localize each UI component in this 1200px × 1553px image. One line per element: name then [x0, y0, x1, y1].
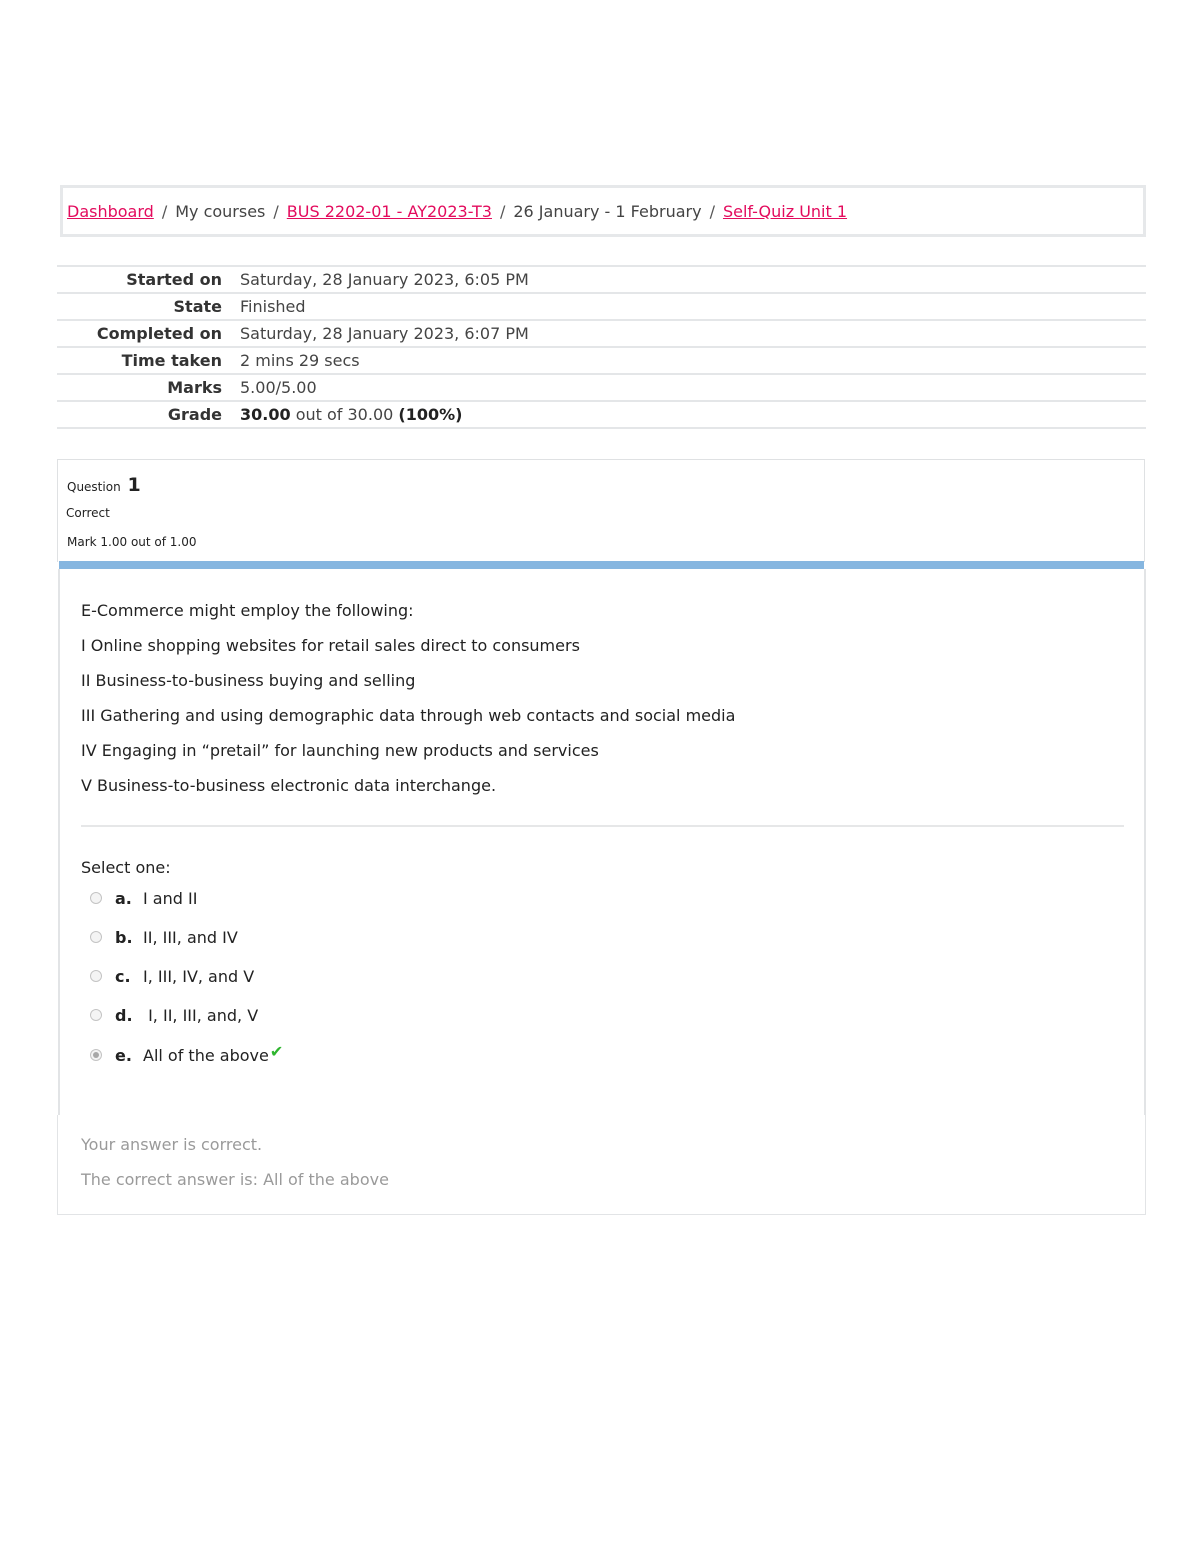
breadcrumb-separator: /	[709, 201, 715, 221]
time-label: Time taken	[121, 351, 222, 370]
breadcrumb	[60, 185, 1146, 237]
radio-button[interactable]	[90, 931, 102, 943]
answer-option-a[interactable]	[90, 888, 197, 908]
breadcrumb-dashboard-link[interactable]: Dashboard	[67, 201, 154, 221]
option-letter: e.	[115, 1045, 132, 1065]
question-text	[81, 601, 735, 811]
time-value: 2 mins 29 secs	[240, 351, 360, 370]
grade-label: Grade	[167, 405, 222, 424]
grade-percent: (100%)	[398, 405, 463, 424]
completed-label: Completed on	[96, 324, 222, 343]
summary-row-started	[57, 266, 1146, 293]
answer-option-c[interactable]	[90, 966, 254, 986]
summary-row-completed	[57, 320, 1146, 347]
started-label: Started on	[126, 270, 222, 289]
question-label: Question	[67, 480, 121, 494]
question-text-line: V Business-to-business electronic data interchange.	[81, 776, 497, 795]
question-text-line: III Gathering and using demographic data through web contacts and social media	[81, 706, 736, 725]
option-letter: d.	[115, 1005, 133, 1025]
radio-button[interactable]	[90, 1009, 102, 1021]
grade-score: 30.00	[240, 405, 291, 424]
attempt-summary-table	[57, 265, 1146, 429]
state-value: Finished	[240, 297, 306, 316]
option-text: I and II	[143, 888, 198, 908]
started-value: Saturday, 28 January 2023, 6:05 PM	[240, 270, 529, 289]
summary-row-state	[57, 293, 1146, 320]
breadcrumb-separator: /	[499, 201, 506, 221]
radio-button-selected[interactable]	[90, 1049, 102, 1061]
radio-button[interactable]	[90, 892, 102, 904]
option-letter: b.	[115, 927, 133, 947]
option-text: I, III, IV, and V	[143, 966, 255, 986]
option-text: All of the above	[143, 1045, 269, 1065]
feedback-result: Your answer is correct.	[81, 1135, 263, 1154]
breadcrumb-separator: /	[273, 201, 279, 221]
marks-label: Marks	[167, 378, 222, 397]
option-text: II, III, and IV	[143, 927, 238, 947]
breadcrumb-week: 26 January - 1 February	[513, 201, 702, 221]
marks-value: 5.00/5.00	[240, 378, 317, 397]
answer-prompt: Select one:	[81, 858, 171, 877]
question-divider	[81, 825, 1124, 827]
question-text-line: II Business-to-business buying and selling	[81, 671, 416, 690]
grade-out-of: out of 30.00	[295, 405, 394, 424]
question-info-panel	[57, 459, 1145, 562]
answer-option-e[interactable]	[90, 1041, 284, 1065]
radio-button[interactable]	[90, 970, 102, 982]
completed-value: Saturday, 28 January 2023, 6:07 PM	[240, 324, 529, 343]
answer-option-b[interactable]	[90, 927, 238, 947]
question-content	[58, 569, 1146, 1115]
breadcrumb-separator: /	[161, 201, 168, 221]
state-label: State	[173, 297, 222, 316]
grade-value	[240, 401, 1146, 428]
summary-row-time	[57, 347, 1146, 374]
breadcrumb-course-link[interactable]: BUS 2202-01 - AY2023-T3	[286, 201, 492, 221]
option-letter: a.	[115, 888, 132, 908]
answer-option-d[interactable]	[90, 1005, 258, 1025]
question-grade: Mark 1.00 out of 1.00	[67, 535, 197, 549]
correct-check-icon: ✔	[269, 1041, 284, 1061]
summary-row-grade	[57, 401, 1146, 428]
breadcrumb-my-courses: My courses	[175, 201, 266, 221]
question-text-line: I Online shopping websites for retail sales direct to consumers	[81, 636, 580, 655]
question-text-line: E-Commerce might employ the following:	[81, 601, 414, 620]
question-feedback	[57, 1115, 1146, 1215]
summary-row-marks	[57, 374, 1146, 401]
question-state: Correct	[66, 506, 110, 520]
question-content-top-bar	[59, 561, 1144, 569]
breadcrumb-quiz-link[interactable]: Self-Quiz Unit 1	[722, 201, 848, 221]
question-text-line: IV Engaging in “pretail” for launching new products and services	[81, 741, 599, 760]
feedback-correct-answer: The correct answer is: All of the above	[81, 1170, 389, 1189]
question-number	[67, 474, 141, 496]
question-number-value: 1	[127, 474, 141, 496]
option-letter: c.	[115, 966, 131, 986]
option-text: I, II, III, and, V	[143, 1005, 259, 1025]
